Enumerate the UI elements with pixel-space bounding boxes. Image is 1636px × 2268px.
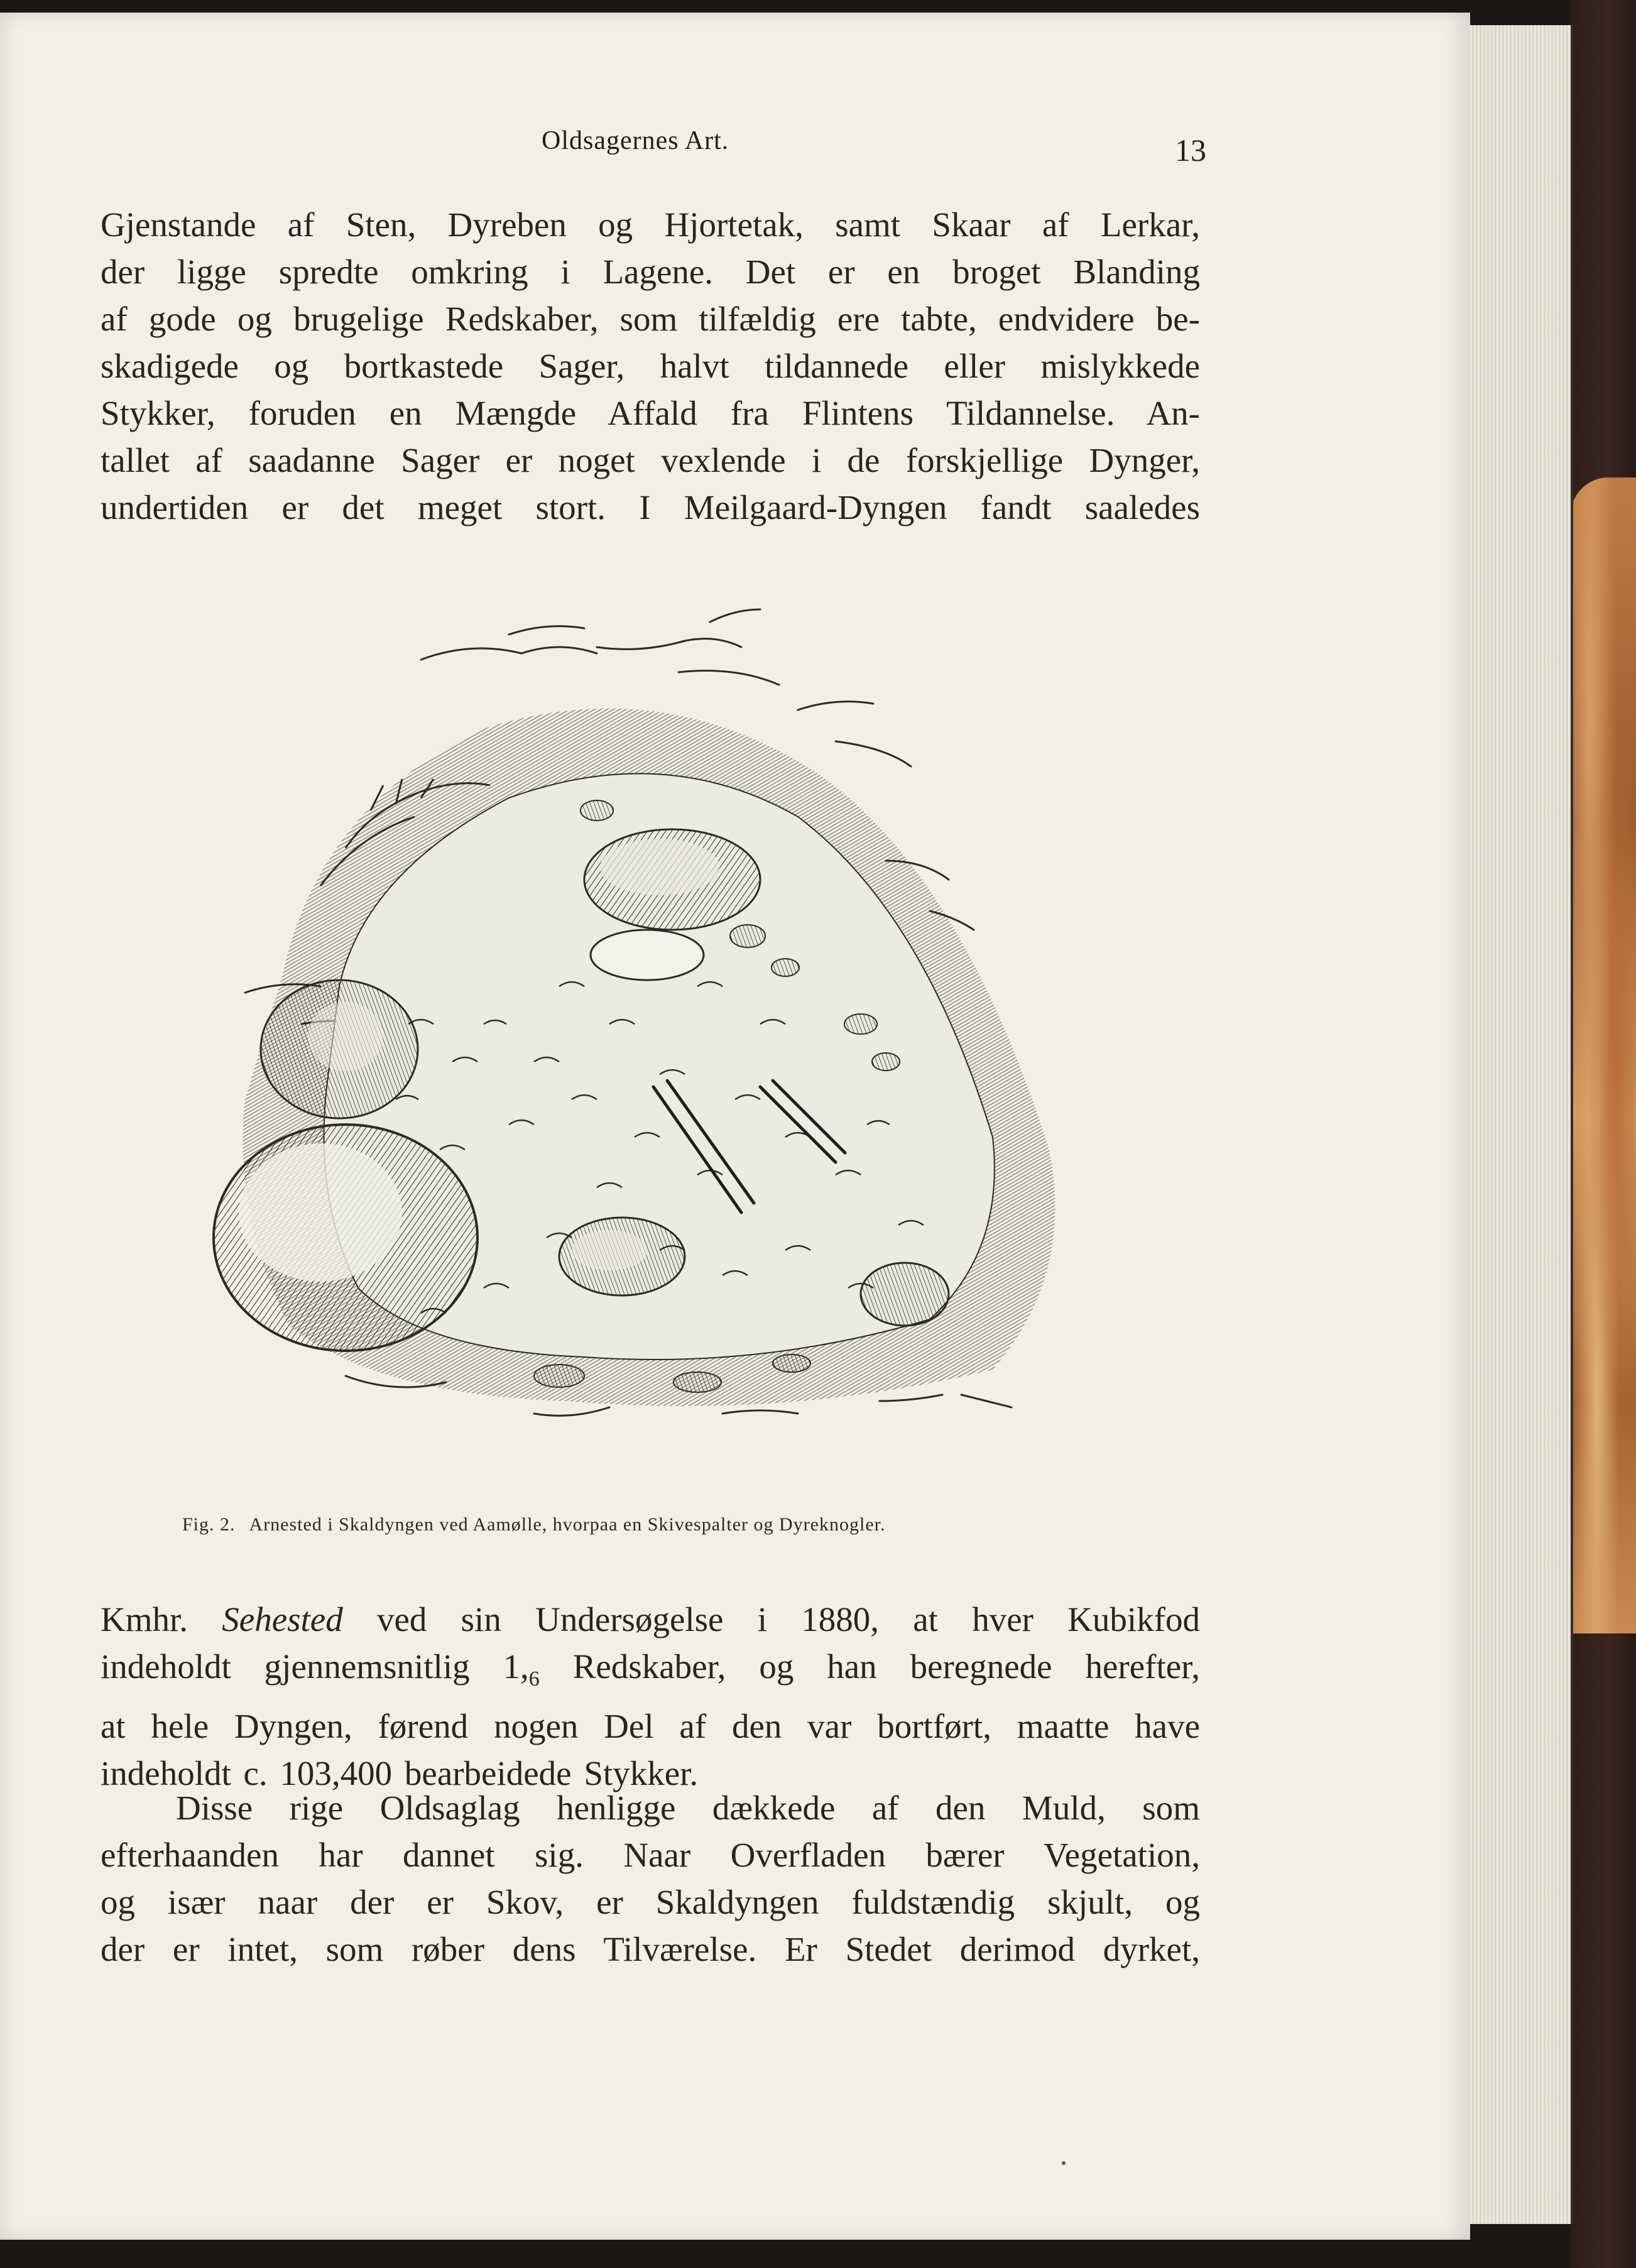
page-number: 13: [1175, 133, 1206, 168]
text-line: [101, 1596, 1200, 1643]
text-line: undertiden er det meget stort. I Meilgaard-Dyngen fandt saaledes: [101, 488, 1200, 526]
text-line: Disse rige Oldsaglag henligge dækkede af den Muld, som: [176, 1789, 1200, 1827]
text-line: tallet af saadanne Sager er noget vexlende i de forskjellige Dynger,: [101, 441, 1200, 479]
page-edges: [1470, 25, 1573, 2224]
paragraph-1: [101, 201, 1200, 531]
printer-mark: [1062, 2161, 1066, 2165]
text-line: der ligge spredte omkring i Lagene. Det er en broget Blanding: [101, 253, 1200, 291]
figure-label: Fig. 2.: [182, 1514, 236, 1535]
text-run: indeholdt gjennemsnitlig 1,: [101, 1647, 529, 1686]
text-line: efterhaanden har dannet sig. Naar Overfladen bærer Vegetation,: [101, 1836, 1200, 1874]
text-run: ved sin Undersøgelse i 1880, at hver Kubikfod: [376, 1600, 1201, 1638]
text-line: skadigede og bortkastede Sager, halvt tildannede eller mislykkede: [101, 347, 1200, 385]
text-line: Gjenstande af Sten, Dyreben og Hjortetak, samt Skaar af Lerkar,: [101, 205, 1200, 244]
paragraph-2: [101, 1596, 1200, 1797]
text-line: og især naar der er Skov, er Skaldyngen fuldstændig skjult, og: [101, 1883, 1200, 1921]
text-line: at hele Dyngen, førend nogen Del af den var bortført, maatte have: [101, 1707, 1200, 1745]
figure-caption-text: Arnested i Skaldyngen ved Aamølle, hvorpaa en Skivespalter og Dyreknogler.: [249, 1514, 886, 1535]
text-run: Kmhr.: [101, 1600, 188, 1638]
figure-caption: [182, 1514, 1125, 1535]
text-line: Stykker, foruden en Mængde Affald fra Flintens Tildannelse. An-: [101, 394, 1200, 432]
text-run: Redskaber, og han beregnede herefter,: [539, 1647, 1200, 1686]
text-line: [101, 1643, 1200, 1703]
marbled-endpaper: [1571, 477, 1636, 1633]
paragraph-3: [101, 1784, 1200, 1973]
text-line: indeholdt c. 103,400 bearbeidede Stykker.: [101, 1754, 699, 1792]
text-line: af gode og brugelige Redskaber, som tilfældig ere tabte, endvidere be-: [101, 300, 1200, 338]
subscript-digit: 6: [528, 1667, 540, 1691]
text-line: der er intet, som røber dens Tilværelse. Er Stedet derimod dyrket,: [101, 1930, 1200, 1968]
person-name: Sehested: [222, 1600, 343, 1638]
running-header: Oldsagernes Art.: [542, 126, 729, 155]
figure-illustration-hearth: [157, 584, 1143, 1495]
